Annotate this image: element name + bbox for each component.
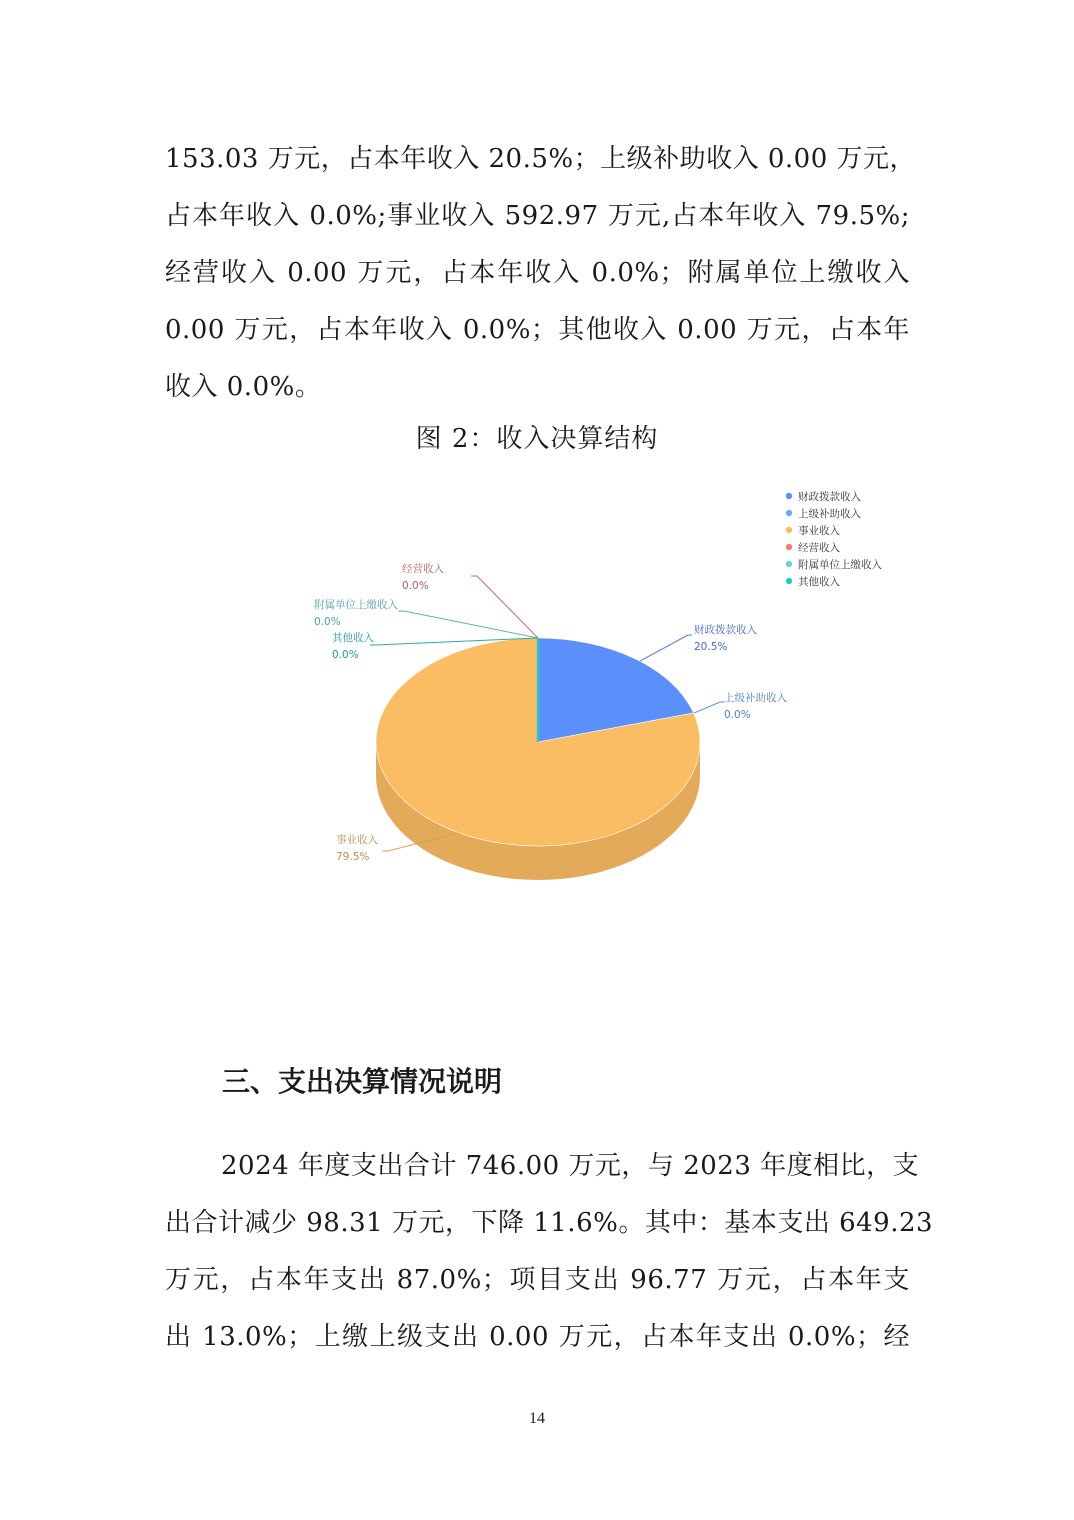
- legend-marker-0: [786, 493, 792, 499]
- slice-value-label-1: 0.0%: [724, 709, 751, 721]
- text-line: 万元，占本年支出 87.0%；项目支出 96.77 万元，占本年支: [165, 1265, 910, 1295]
- legend-marker-2: [786, 527, 792, 533]
- slice-value-label-4: 0.0%: [314, 616, 341, 628]
- text-line: 经营收入 0.00 万元，占本年收入 0.0%；附属单位上缴收入: [165, 258, 910, 288]
- legend-label-1: 上级补助收入: [798, 508, 861, 520]
- legend-marker-4: [786, 561, 792, 567]
- legend-label-5: 其他收入: [798, 576, 840, 588]
- legend-marker-3: [786, 544, 792, 550]
- text-line: 出合计减少 98.31 万元，下降 11.6%。其中：基本支出 649.23: [165, 1208, 934, 1238]
- legend-label-0: 财政拨款收入: [798, 491, 861, 503]
- leader-line-0: [640, 635, 692, 661]
- text-line: 0.00 万元，占本年收入 0.0%；其他收入 0.00 万元，占本年: [165, 315, 910, 345]
- leader-line-1: [694, 702, 724, 713]
- income-structure-pie-chart: [290, 480, 910, 900]
- slice-name-label-1: 上级补助收入: [724, 692, 787, 704]
- slice-name-label-4: 附属单位上缴收入: [314, 599, 398, 611]
- text-line: 2024 年度支出合计 746.00 万元，与 2023 年度相比，支: [221, 1151, 920, 1181]
- slice-value-label-5: 0.0%: [332, 649, 359, 661]
- legend-marker-1: [786, 510, 792, 516]
- legend-label-3: 经营收入: [798, 542, 840, 554]
- section-heading: 三、支出决算情况说明: [222, 1065, 503, 1098]
- expenditure-paragraph: [165, 1138, 934, 1366]
- text-line: 153.03 万元，占本年收入 20.5%；上级补助收入 0.00 万元，: [165, 144, 917, 174]
- income-paragraph: [165, 131, 917, 416]
- slice-value-label-0: 20.5%: [694, 641, 728, 653]
- slice-name-label-5: 其他收入: [332, 632, 374, 644]
- slice-value-label-2: 79.5%: [336, 851, 370, 863]
- figure-caption: 图 2：收入决算结构: [415, 424, 659, 454]
- legend-label-4: 附属单位上缴收入: [798, 559, 882, 571]
- slice-name-label-3: 经营收入: [402, 563, 444, 575]
- text-line: 收入 0.0%。: [165, 372, 322, 402]
- text-line: 出 13.0%；上缴上级支出 0.00 万元，占本年支出 0.0%；经: [165, 1322, 910, 1352]
- legend-label-2: 事业收入: [798, 525, 840, 537]
- slice-name-label-2: 事业收入: [336, 834, 378, 846]
- slice-value-label-3: 0.0%: [402, 580, 429, 592]
- page-number: 14: [529, 1410, 545, 1427]
- leader-line-4: [398, 611, 538, 638]
- text-line: 占本年收入 0.0%;事业收入 592.97 万元,占本年收入 79.5%;: [165, 201, 910, 231]
- leader-line-3: [471, 576, 538, 638]
- legend-marker-5: [786, 578, 792, 584]
- slice-name-label-0: 财政拨款收入: [694, 624, 757, 636]
